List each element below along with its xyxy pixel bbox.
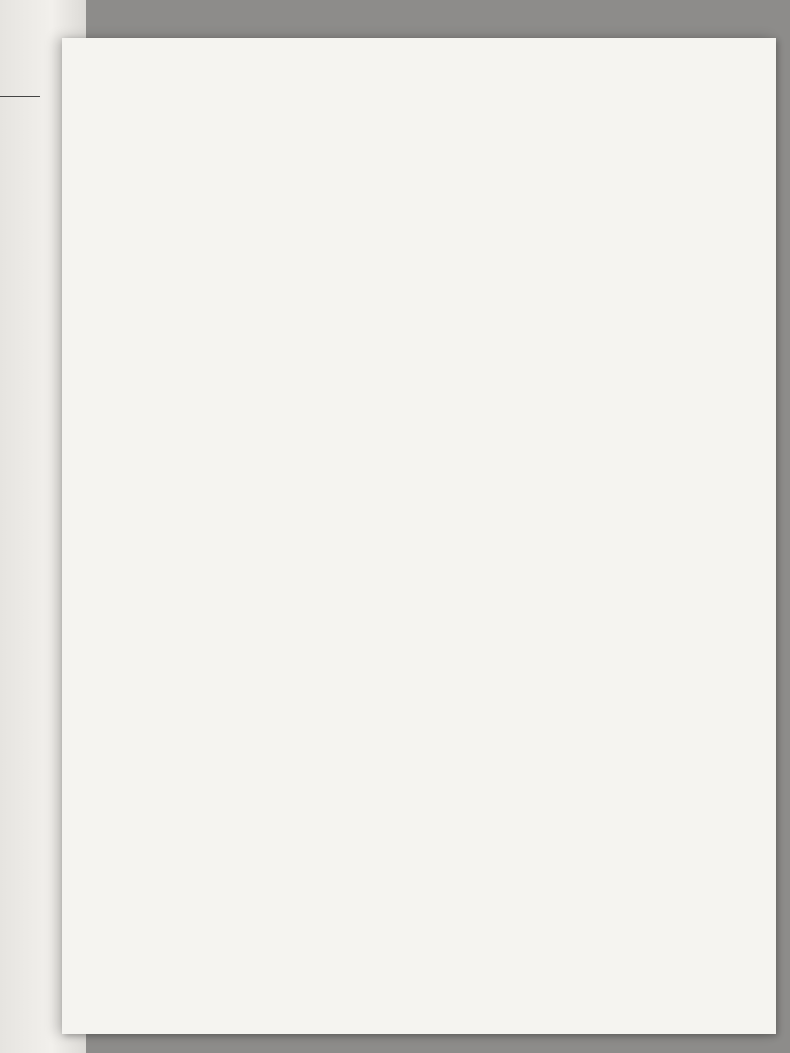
toc-list [62, 38, 776, 1034]
left-page-rule [0, 96, 40, 97]
toc-page [62, 38, 776, 1034]
